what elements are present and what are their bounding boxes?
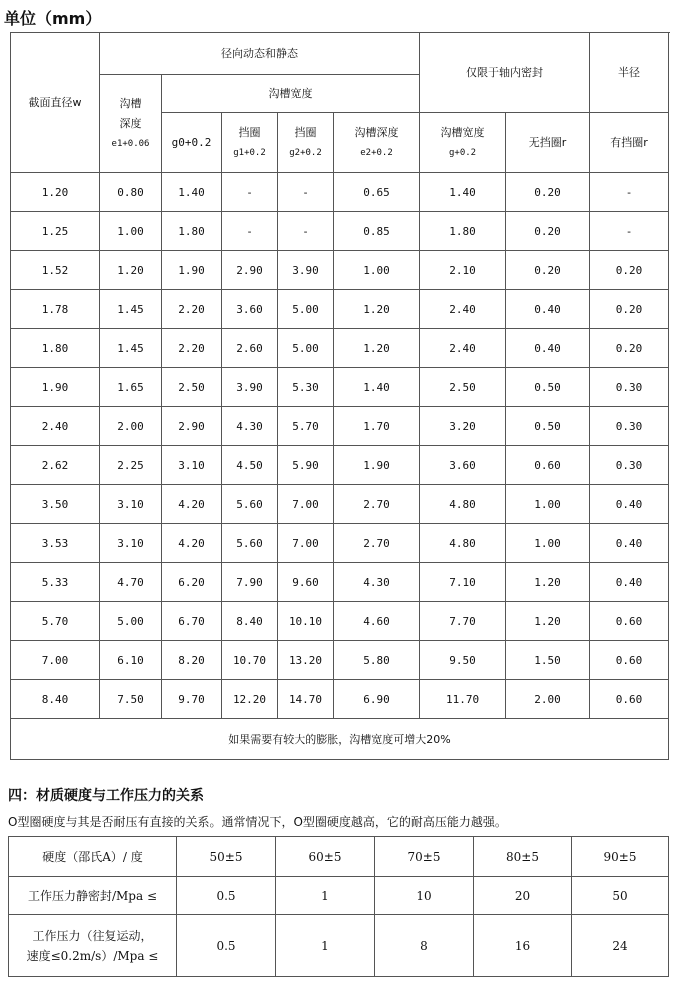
table-row [11, 251, 669, 290]
table-cell: 2.40 [11, 407, 100, 446]
header-groove-width-group: 沟槽宽度 [162, 75, 420, 113]
table-row [11, 446, 669, 485]
table-cell: 1.40 [334, 368, 420, 407]
table-cell: 1.80 [11, 329, 100, 368]
table-cell: 0.85 [334, 212, 420, 251]
pressure-value: 1 [276, 915, 375, 977]
table-cell: 1.00 [334, 251, 420, 290]
table-cell: 2.70 [334, 485, 420, 524]
header-ring2-line1: 挡圈 [294, 125, 317, 139]
table-cell: 5.60 [222, 485, 278, 524]
header-groove-depth [100, 75, 162, 173]
header-ring2-line2: g2+0.2 [289, 147, 322, 158]
header-ring1-line2: g1+0.2 [233, 147, 266, 158]
table-cell: 3.60 [222, 290, 278, 329]
table-cell: 0.20 [590, 329, 669, 368]
table-row [11, 680, 669, 719]
table-cell: 0.40 [506, 329, 590, 368]
pressure-value: 10 [375, 877, 474, 915]
table-row [11, 290, 669, 329]
table-cell: 0.60 [590, 641, 669, 680]
section-title: 四：材质硬度与工作压力的关系 [8, 788, 204, 804]
static-pressure-label: 工作压力静密封/Mpa ≤ [9, 877, 177, 915]
table-cell: 1.20 [506, 602, 590, 641]
dynamic-pressure-label-line1: 工作压力（往复运动， [32, 928, 153, 943]
table-cell: 3.10 [100, 485, 162, 524]
header-axial-depth [334, 113, 420, 173]
table-cell: 2.60 [222, 329, 278, 368]
table-cell: 4.80 [420, 524, 506, 563]
dynamic-pressure-label [9, 915, 177, 977]
header-groove-depth-line2: 深度 [119, 116, 142, 130]
pressure-value: 50 [572, 877, 669, 915]
table-cell: 6.70 [162, 602, 222, 641]
header-axial-depth-line2: e2+0.2 [360, 147, 393, 158]
pressure-value: 0.5 [177, 915, 276, 977]
table-cell: 0.60 [590, 680, 669, 719]
table-cell: 8.40 [222, 602, 278, 641]
table-cell: 5.80 [334, 641, 420, 680]
table-cell: 3.50 [11, 485, 100, 524]
table-cell: 1.00 [506, 524, 590, 563]
table-cell: 1.80 [162, 212, 222, 251]
table-cell: 1.20 [100, 251, 162, 290]
header-groove-depth-line3: e1+0.06 [111, 138, 150, 149]
pressure-value: 0.5 [177, 877, 276, 915]
table-cell: 4.80 [420, 485, 506, 524]
table-cell: 9.50 [420, 641, 506, 680]
table-cell: 0.50 [506, 368, 590, 407]
header-ring2 [278, 113, 334, 173]
table-row [11, 407, 669, 446]
dynamic-pressure-label-line2: 速度≤0.2m/s）/Mpa ≤ [26, 948, 159, 963]
table-cell: 2.20 [162, 290, 222, 329]
table-cell: 1.65 [100, 368, 162, 407]
table-cell: 1.45 [100, 329, 162, 368]
table-cell: 1.20 [334, 329, 420, 368]
table-cell: 2.50 [420, 368, 506, 407]
header-groove-depth-line1: 沟槽 [119, 96, 142, 110]
header-ring1 [222, 113, 278, 173]
table-cell: - [590, 173, 669, 212]
table-cell: 5.00 [278, 290, 334, 329]
table-cell: 5.33 [11, 563, 100, 602]
table-cell: 7.50 [100, 680, 162, 719]
header-radius-group: 半径 [590, 33, 669, 113]
table-note: 如果需要有较大的膨胀，沟槽宽度可增大20% [11, 719, 669, 760]
table-cell: 6.90 [334, 680, 420, 719]
table-cell: 3.53 [11, 524, 100, 563]
table-cell: 5.00 [100, 602, 162, 641]
table-cell: 2.90 [162, 407, 222, 446]
table-cell: 2.90 [222, 251, 278, 290]
table-cell: 1.52 [11, 251, 100, 290]
table-cell: 5.60 [222, 524, 278, 563]
table-row [11, 563, 669, 602]
table-cell: - [278, 212, 334, 251]
table-cell: 2.25 [100, 446, 162, 485]
table-cell: 0.20 [590, 251, 669, 290]
table-cell: 2.00 [100, 407, 162, 446]
table-cell: 5.70 [11, 602, 100, 641]
table-cell: 9.70 [162, 680, 222, 719]
groove-table-body [11, 173, 669, 719]
table-cell: 1.90 [334, 446, 420, 485]
static-pressure-row [9, 877, 669, 915]
table-cell: 0.30 [590, 368, 669, 407]
table-cell: 3.90 [278, 251, 334, 290]
hardness-header-row [9, 837, 669, 877]
table-cell: 0.60 [590, 602, 669, 641]
table-cell: 8.40 [11, 680, 100, 719]
table-cell: 0.40 [590, 563, 669, 602]
table-row [11, 485, 669, 524]
header-g0: g0+0.2 [162, 113, 222, 173]
table-cell: 2.62 [11, 446, 100, 485]
table-cell: 5.30 [278, 368, 334, 407]
table-cell: 6.20 [162, 563, 222, 602]
table-cell: 0.50 [506, 407, 590, 446]
table-cell: 3.90 [222, 368, 278, 407]
table-cell: 3.20 [420, 407, 506, 446]
table-cell: 1.25 [11, 212, 100, 251]
table-cell: 0.65 [334, 173, 420, 212]
table-cell: 8.20 [162, 641, 222, 680]
header-axial-width-line1: 沟槽宽度 [440, 125, 485, 139]
table-cell: 10.10 [278, 602, 334, 641]
table-cell: 7.90 [222, 563, 278, 602]
table-cell: 3.10 [162, 446, 222, 485]
table-cell: 1.40 [162, 173, 222, 212]
table-row [11, 329, 669, 368]
table-cell: 5.70 [278, 407, 334, 446]
table-cell: 7.00 [278, 485, 334, 524]
header-diameter: 截面直径w [11, 33, 100, 173]
table-cell: 2.20 [162, 329, 222, 368]
table-cell: 7.00 [278, 524, 334, 563]
table-cell: 1.90 [162, 251, 222, 290]
hardness-header-label: 硬度（邵氏A）/ 度 [9, 837, 177, 877]
table-cell: 4.70 [100, 563, 162, 602]
table-cell: 1.80 [420, 212, 506, 251]
table-cell: 1.20 [334, 290, 420, 329]
table-cell: 0.20 [506, 173, 590, 212]
table-cell: 1.50 [506, 641, 590, 680]
table-row [11, 602, 669, 641]
table-cell: - [278, 173, 334, 212]
table-cell: 0.40 [590, 485, 669, 524]
table-cell: 0.60 [506, 446, 590, 485]
pressure-value: 8 [375, 915, 474, 977]
table-cell: 11.70 [420, 680, 506, 719]
table-cell: 7.10 [420, 563, 506, 602]
table-cell: 2.10 [420, 251, 506, 290]
table-cell: - [590, 212, 669, 251]
section-description: O型圈硬度与其是否耐压有直接的关系。通常情况下，O型圈硬度越高，它的耐高压能力越强。 [8, 815, 507, 829]
table-cell: 2.40 [420, 290, 506, 329]
table-cell: 0.30 [590, 407, 669, 446]
groove-dimension-table [10, 32, 669, 760]
pressure-value: 16 [474, 915, 572, 977]
table-cell: 14.70 [278, 680, 334, 719]
hardness-value: 70±5 [375, 837, 474, 877]
table-cell: 1.20 [506, 563, 590, 602]
table-cell: 12.20 [222, 680, 278, 719]
table-cell: 1.00 [506, 485, 590, 524]
table-cell: 2.50 [162, 368, 222, 407]
table-cell: 0.40 [506, 290, 590, 329]
table-cell: 1.40 [420, 173, 506, 212]
table-cell: 13.20 [278, 641, 334, 680]
table-cell: 0.20 [590, 290, 669, 329]
table-cell: 4.30 [222, 407, 278, 446]
table-cell: 0.40 [590, 524, 669, 563]
table-cell: 5.00 [278, 329, 334, 368]
table-cell: 1.70 [334, 407, 420, 446]
table-cell: 1.78 [11, 290, 100, 329]
table-cell: 0.20 [506, 212, 590, 251]
hardness-value: 80±5 [474, 837, 572, 877]
table-cell: 0.30 [590, 446, 669, 485]
dynamic-pressure-row [9, 915, 669, 977]
header-axial-depth-line1: 沟槽深度 [354, 125, 399, 139]
unit-label: 单位（mm） [4, 9, 102, 28]
hardness-value: 90±5 [572, 837, 669, 877]
header-no-ring-radius: 无挡圈r [506, 113, 590, 173]
table-cell: 2.40 [420, 329, 506, 368]
table-cell: 4.20 [162, 485, 222, 524]
hardness-value: 50±5 [177, 837, 276, 877]
table-cell: 10.70 [222, 641, 278, 680]
pressure-value: 1 [276, 877, 375, 915]
table-cell: 7.70 [420, 602, 506, 641]
table-cell: 3.10 [100, 524, 162, 563]
table-cell: 4.30 [334, 563, 420, 602]
header-ring1-line1: 挡圈 [238, 125, 261, 139]
table-cell: 4.60 [334, 602, 420, 641]
table-cell: 1.20 [11, 173, 100, 212]
table-cell: - [222, 173, 278, 212]
table-cell: - [222, 212, 278, 251]
header-axial-width-line2: g+0.2 [448, 147, 477, 158]
table-cell: 0.20 [506, 251, 590, 290]
table-row [11, 212, 669, 251]
table-cell: 2.70 [334, 524, 420, 563]
table-row [11, 173, 669, 212]
header-with-ring-radius: 有挡圈r [590, 113, 669, 173]
table-cell: 1.45 [100, 290, 162, 329]
table-row [11, 368, 669, 407]
table-cell: 1.90 [11, 368, 100, 407]
table-cell: 6.10 [100, 641, 162, 680]
table-cell: 2.00 [506, 680, 590, 719]
table-row [11, 641, 669, 680]
hardness-pressure-table [8, 836, 669, 977]
table-cell: 0.80 [100, 173, 162, 212]
table-cell: 4.20 [162, 524, 222, 563]
header-axial-width [420, 113, 506, 173]
header-axial-group: 仅限于轴内密封 [420, 33, 590, 113]
table-cell: 7.00 [11, 641, 100, 680]
pressure-value: 20 [474, 877, 572, 915]
table-cell: 4.50 [222, 446, 278, 485]
table-cell: 3.60 [420, 446, 506, 485]
table-cell: 5.90 [278, 446, 334, 485]
pressure-value: 24 [572, 915, 669, 977]
table-cell: 1.00 [100, 212, 162, 251]
table-row [11, 524, 669, 563]
hardness-value: 60±5 [276, 837, 375, 877]
table-cell: 9.60 [278, 563, 334, 602]
header-radial-group: 径向动态和静态 [100, 33, 420, 75]
